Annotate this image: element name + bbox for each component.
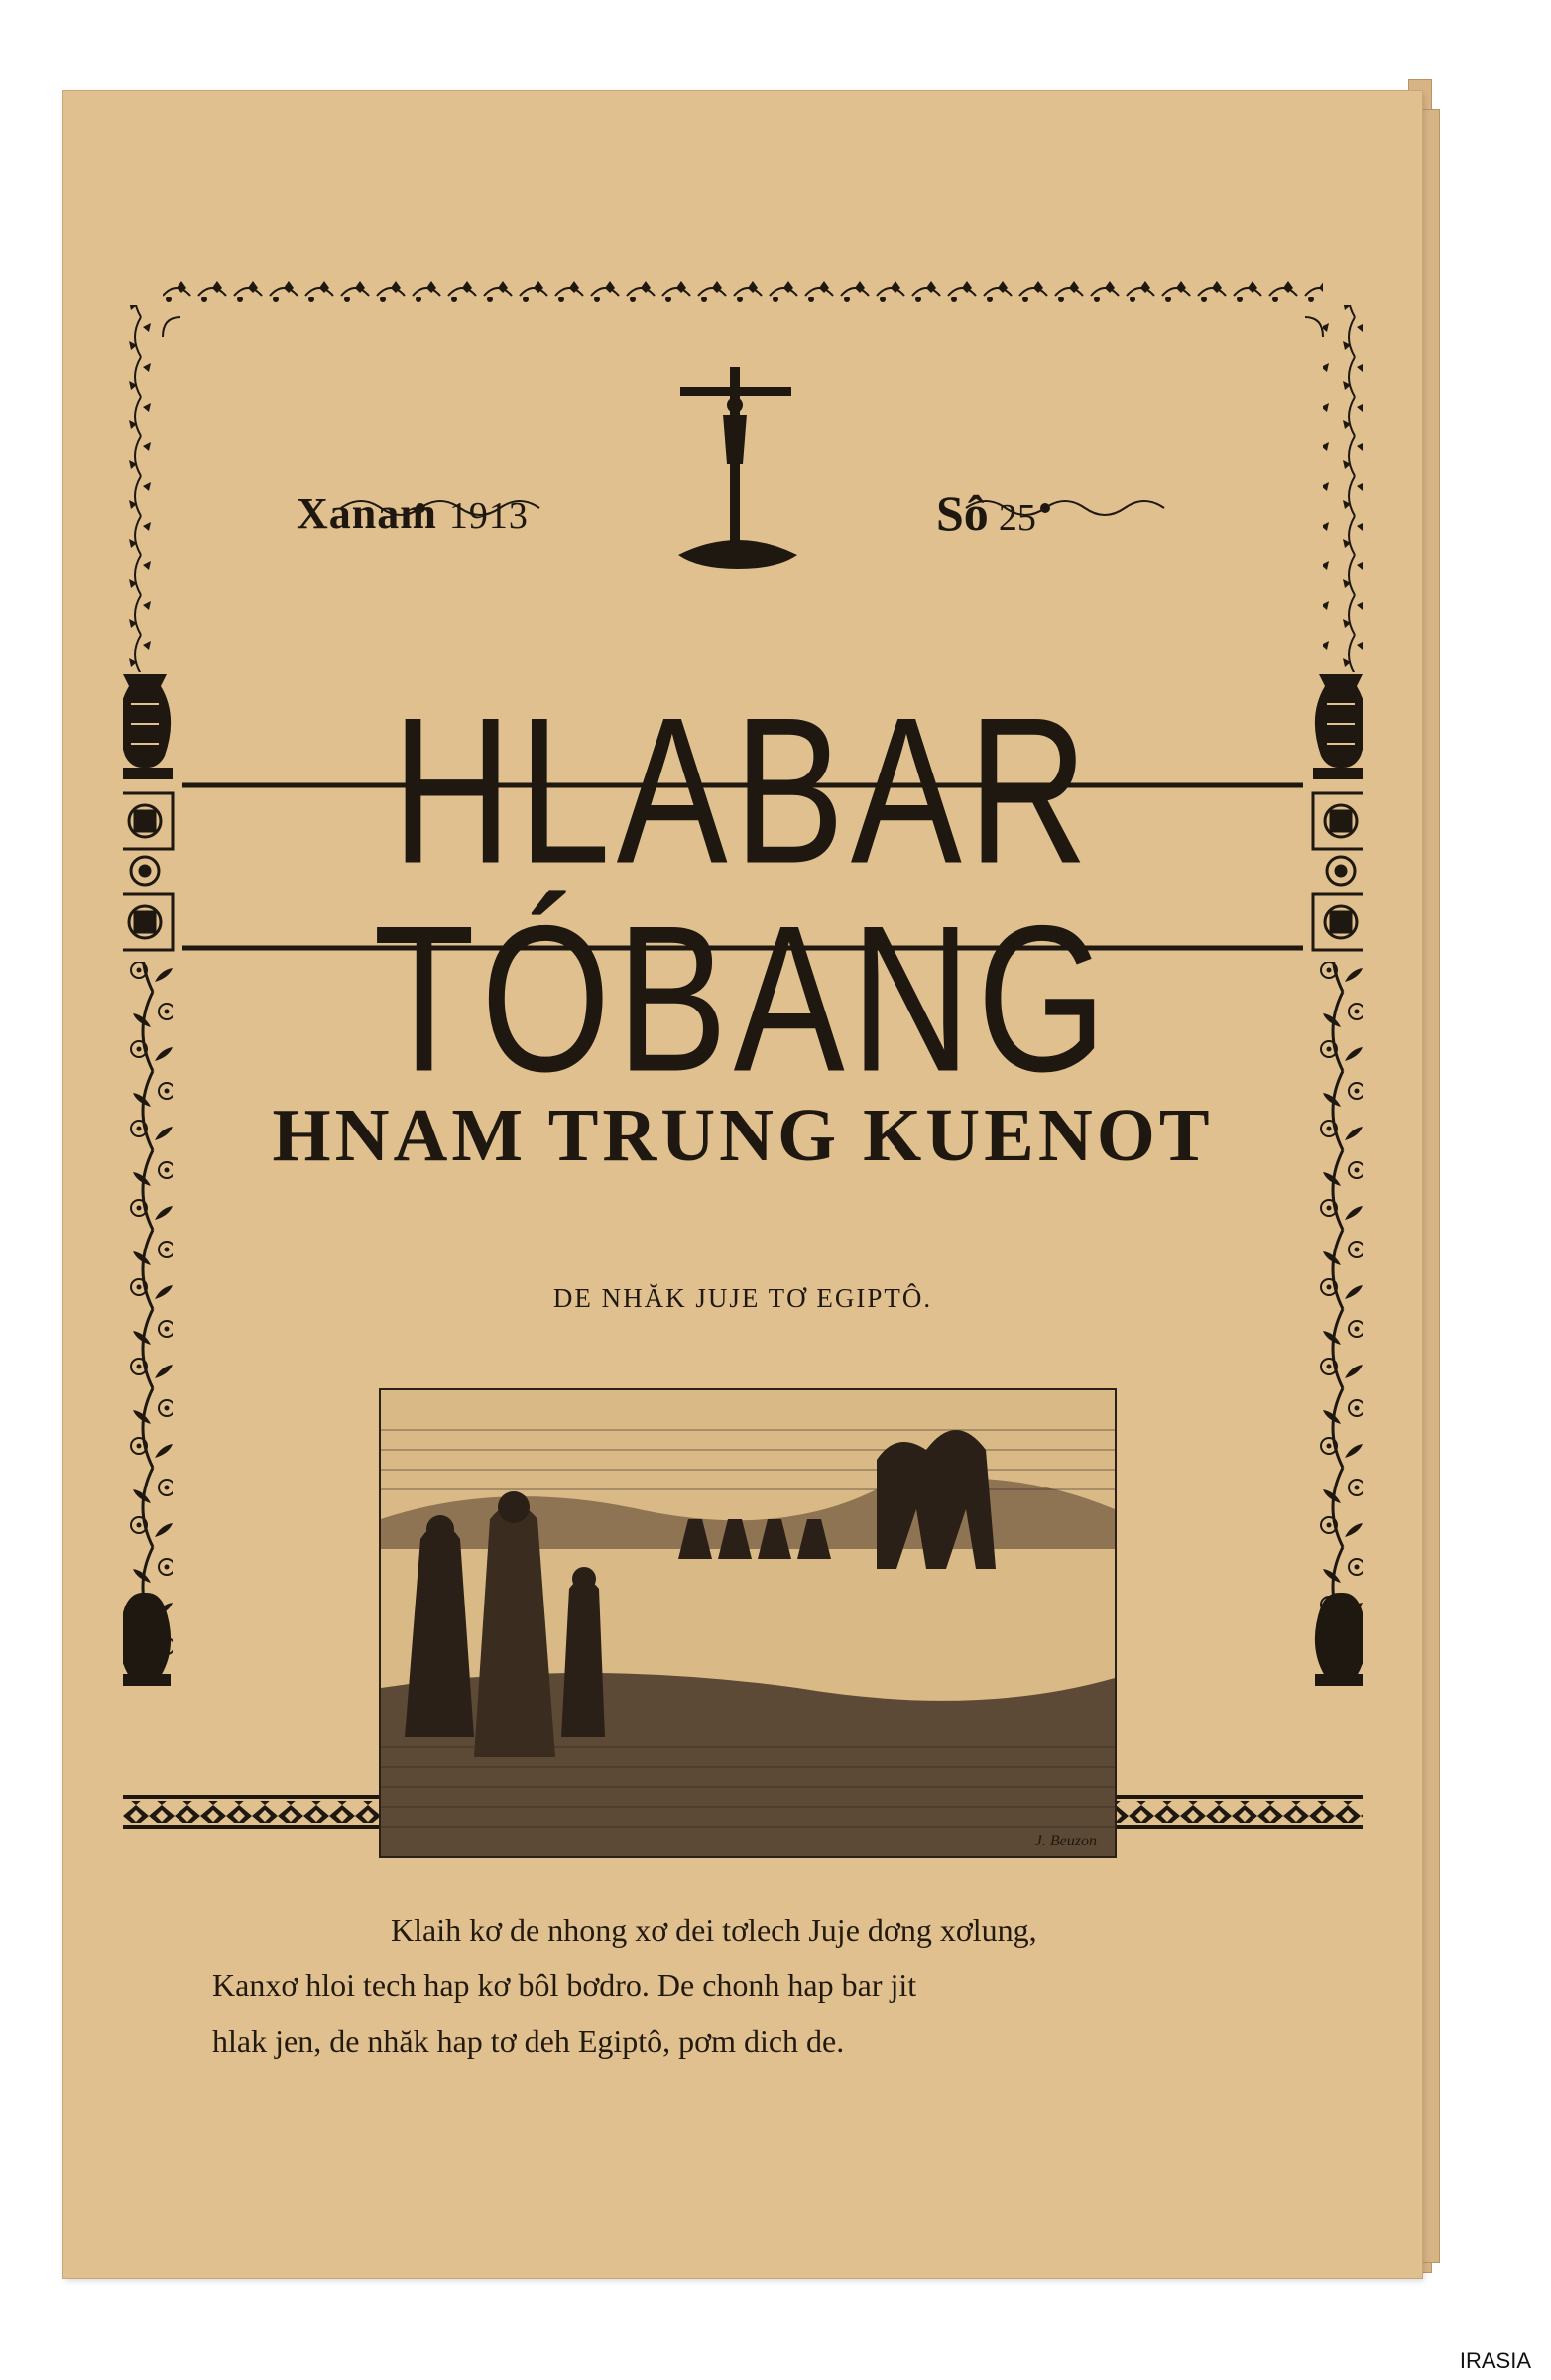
publication-title: HLABAR TÓBANG: [373, 673, 1113, 1116]
crucifix-icon: [678, 367, 797, 569]
issue-number: 25: [998, 497, 1036, 538]
paragraph-line: hlak jen, de nhăk hap tơ deh Egiptô, pơm dich de.: [212, 2023, 845, 2059]
issue-year: 1913: [448, 495, 529, 536]
image-credit: IRASIA: [1459, 2348, 1531, 2373]
engraver-signature: J. Beuzon: [1034, 1833, 1097, 1849]
paragraph-line: Kanxơ hloi tech hap kơ bôl bơdro. De chonh hap bar jit: [212, 1967, 917, 2003]
issue-month: Xanam: [297, 489, 437, 537]
issue-month-year: [297, 488, 529, 538]
engraving-illustration: [379, 1388, 1117, 1858]
body-paragraph: [212, 1902, 1214, 2069]
urn-left-upper: [123, 674, 173, 779]
page-stack-edge: [1422, 109, 1440, 2263]
engraving-art: [381, 1390, 1115, 1856]
publication-subtitle: HNAM TRUNG KUENOT: [272, 1094, 1214, 1177]
illustration-caption: DE NHĂK JUJE TƠ EGIPTÔ.: [552, 1283, 933, 1313]
issue-label: Sô: [936, 485, 989, 540]
issue-number-label: [936, 484, 1036, 541]
booklet-cover: [63, 91, 1422, 2278]
paragraph-line: Klaih kơ de nhong xơ dei tơlech Juje dơng xơlung,: [391, 1912, 1037, 1948]
